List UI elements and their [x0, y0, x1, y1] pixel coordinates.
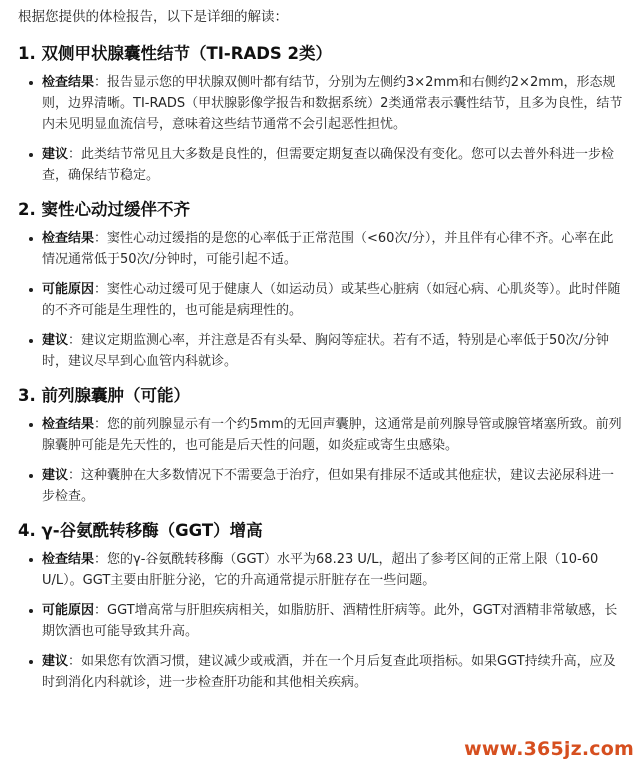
section-heading: 2. 窦性心动过缓伴不齐	[18, 200, 190, 219]
section-thyroid	[14, 42, 626, 186]
item-label: 可能原因	[42, 282, 95, 297]
item-text: ：窦性心动过缓指的是您的心率低于正常范围（<60次/分），并且伴有心律不齐。心率在此情况通常低于50次/分钟时，可能引起不适。	[42, 231, 614, 267]
item-text: ：您的γ-谷氨酰转移酶（GGT）水平为68.23 U/L，超出了参考区间的正常上限（10-60 U/L）。GGT主要由肝脏分泌，它的升高通常提示肝脏存在一些问题。	[42, 552, 599, 588]
bullet-list	[14, 549, 626, 693]
item-label: 检查结果	[42, 417, 95, 432]
item-label: 建议	[42, 147, 69, 162]
list-item	[14, 144, 626, 186]
item-text: ：此类结节常见且大多数是良性的，但需要定期复查以确保没有变化。您可以去普外科进一步检查，确保结节稳定。	[42, 147, 615, 183]
item-text: ：GGT增高常与肝胆疾病相关，如脂肪肝、酒精性肝病等。此外，GGT对酒精非常敏感，长期饮酒也可能导致其升高。	[42, 603, 618, 639]
item-text: ：如果您有饮酒习惯，建议减少或戒酒，并在一个月后复查此项指标。如果GGT持续升高，应及时到消化内科就诊，进一步检查肝功能和其他相关疾病。	[42, 654, 616, 690]
bullet-icon	[29, 288, 33, 292]
bullet-icon	[29, 153, 33, 157]
list-item	[14, 279, 626, 321]
list-item	[14, 414, 626, 456]
item-label: 建议	[42, 468, 69, 483]
item-label: 检查结果	[42, 552, 95, 567]
section-bradycardia	[14, 198, 626, 372]
bullet-list	[14, 414, 626, 507]
item-label: 检查结果	[42, 231, 95, 246]
bullet-icon	[29, 237, 33, 241]
item-label: 建议	[42, 654, 69, 669]
list-item	[14, 465, 626, 507]
site-watermark: www.365jz.com	[464, 738, 634, 760]
item-text: ：报告显示您的甲状腺双侧叶都有结节，分别为左侧约3×2mm和右侧约2×2mm，形态规则，边界清晰。TI-RADS（甲状腺影像学报告和数据系统）2类通常表示囊性结节，且多为良性，结节内未见明显血流信号，意味着这些结节通常不会引起恶性担忧。	[42, 75, 623, 132]
section-heading: 4. γ-谷氨酰转移酶（GGT）增高	[18, 521, 263, 540]
bullet-icon	[29, 339, 33, 343]
bullet-icon	[29, 558, 33, 562]
list-item	[14, 651, 626, 693]
intro-text: 根据您提供的体检报告，以下是详细的解读：	[18, 9, 288, 25]
section-heading: 1. 双侧甲状腺囊性结节（TI-RADS 2类）	[18, 44, 333, 63]
section-ggt	[14, 519, 626, 693]
list-item	[14, 72, 626, 135]
bullet-list	[14, 72, 626, 186]
item-text: ：建议定期监测心率，并注意是否有头晕、胸闷等症状。若有不适，特别是心率低于50次/分钟时，建议尽早到心血管内科就诊。	[42, 333, 609, 369]
item-text: ：您的前列腺显示有一个约5mm的无回声囊肿，这通常是前列腺导管或腺管堵塞所致。前列腺囊肿可能是先天性的，也可能是后天性的问题，如炎症或寄生虫感染。	[42, 417, 622, 453]
item-label: 建议	[42, 333, 69, 348]
bullet-icon	[29, 81, 33, 85]
section-prostate	[14, 384, 626, 507]
item-label: 可能原因	[42, 603, 95, 618]
bullet-icon	[29, 609, 33, 613]
bullet-icon	[29, 474, 33, 478]
item-label: 检查结果	[42, 75, 95, 90]
bullet-icon	[29, 660, 33, 664]
item-text: ：这种囊肿在大多数情况下不需要急于治疗，但如果有排尿不适或其他症状，建议去泌尿科进一步检查。	[42, 468, 615, 504]
list-item	[14, 549, 626, 591]
item-text: ：窦性心动过缓可见于健康人（如运动员）或某些心脏病（如冠心病、心肌炎等）。此时伴随的不齐可能是生理性的，也可能是病理性的。	[42, 282, 621, 318]
list-item	[14, 600, 626, 642]
bullet-icon	[29, 423, 33, 427]
list-item	[14, 330, 626, 372]
list-item	[14, 228, 626, 270]
section-heading: 3. 前列腺囊肿（可能）	[18, 386, 190, 405]
bullet-list	[14, 228, 626, 372]
